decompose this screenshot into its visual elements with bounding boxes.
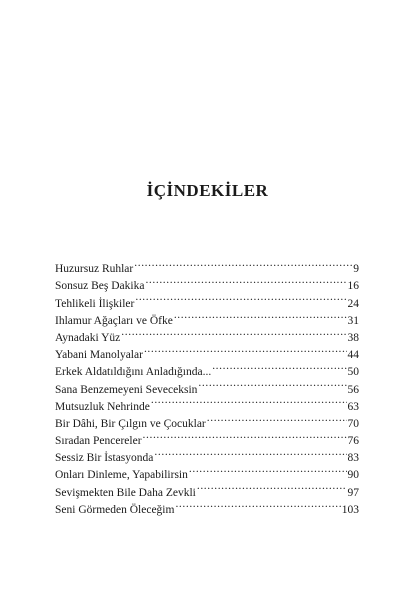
toc-entry-title: Sessiz Bir İstasyonda xyxy=(55,452,154,465)
toc-entry-title: Sıradan Pencereler xyxy=(55,435,142,448)
dot-leader xyxy=(174,307,347,324)
toc-entry-title: Sevişmekten Bile Daha Zevkli xyxy=(55,486,196,499)
toc-entry-title: Aynadaki Yüz xyxy=(55,331,121,344)
toc-entry-title: Tehlikeli İlişkiler xyxy=(55,297,135,310)
dot-leader xyxy=(212,358,346,375)
dot-leader xyxy=(135,289,346,306)
toc-entry-title: Mutsuzluk Nehrinde xyxy=(55,400,150,413)
toc-entry xyxy=(55,255,359,276)
toc-entry-title: Onları Dinleme, Yapabilirsin xyxy=(55,469,188,482)
dot-leader xyxy=(198,375,346,392)
dot-leader xyxy=(143,427,347,444)
toc-entry-page-number: 31 xyxy=(347,314,359,327)
toc-entry-title: Sana Benzemeyeni Seveceksin xyxy=(55,383,198,396)
dot-leader xyxy=(207,410,347,427)
toc-entry-title: Erkek Aldatıldığını Anladığında... xyxy=(55,366,212,379)
toc-entry-page-number: 9 xyxy=(353,263,359,276)
toc-entry-title: Yabani Manolyalar xyxy=(55,349,143,362)
dot-leader xyxy=(134,255,352,272)
toc-entry-page-number: 56 xyxy=(347,383,359,396)
dot-leader xyxy=(189,461,347,478)
toc-entry-page-number: 63 xyxy=(347,400,359,413)
toc-entry-title: Sonsuz Beş Dakika xyxy=(55,280,145,293)
toc-entry-page-number: 44 xyxy=(347,349,359,362)
toc-entry-page-number: 16 xyxy=(347,280,359,293)
dot-leader xyxy=(175,496,340,513)
page-title: İÇİNDEKİLER xyxy=(146,181,269,200)
table-of-contents xyxy=(55,255,359,516)
toc-entry-title: Huzursuz Ruhlar xyxy=(55,263,134,276)
toc-entry-page-number: 76 xyxy=(347,435,359,448)
dot-leader xyxy=(144,341,347,358)
dot-leader xyxy=(121,324,346,341)
toc-entry-title: Seni Görmeden Öleceğim xyxy=(55,503,175,516)
toc-entry-page-number: 70 xyxy=(347,417,359,430)
dot-leader xyxy=(151,393,347,410)
toc-entry-title: Bir Dâhi, Bir Çılgın ve Çocuklar xyxy=(55,417,206,430)
toc-entry-page-number: 97 xyxy=(347,486,359,499)
toc-entry-page-number: 83 xyxy=(347,452,359,465)
toc-entry-page-number: 38 xyxy=(347,331,359,344)
dot-leader xyxy=(145,272,346,289)
dot-leader xyxy=(154,444,346,461)
toc-entry-page-number: 90 xyxy=(347,469,359,482)
toc-entry-page-number: 24 xyxy=(347,297,359,310)
toc-entry-page-number: 50 xyxy=(347,366,359,379)
dot-leader xyxy=(197,478,347,495)
toc-entry-title: Ihlamur Ağaçları ve Öfke xyxy=(55,314,173,327)
toc-entry-page-number: 103 xyxy=(341,503,359,516)
